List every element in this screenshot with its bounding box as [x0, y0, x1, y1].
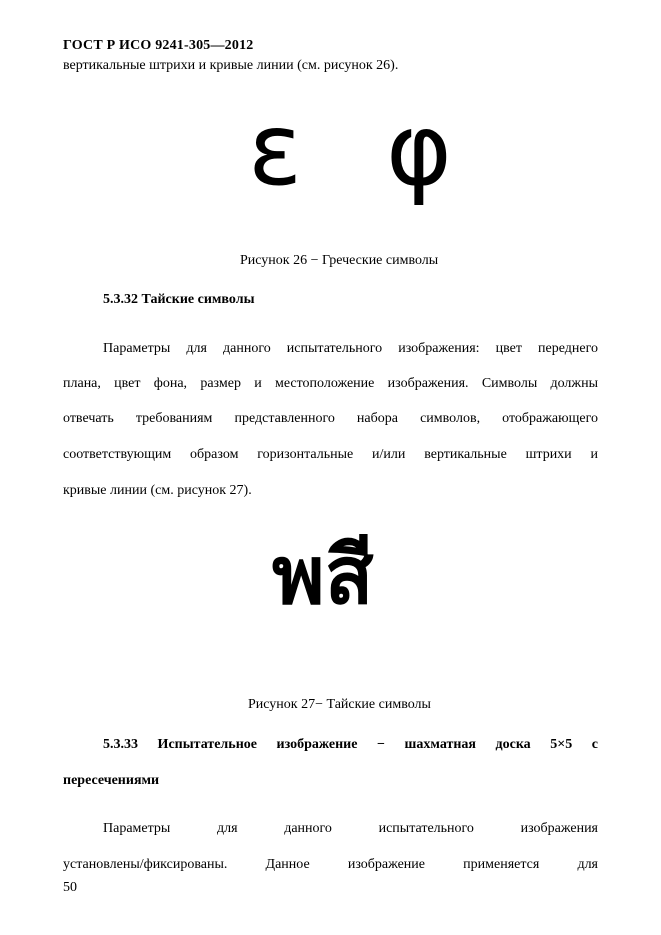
paragraph-line: Параметры для данного испытательного изображения: цвет переднего — [103, 341, 598, 356]
section-heading-5-3-33-cont: пересечениями — [63, 773, 160, 788]
page-number: 50 — [63, 880, 77, 895]
greek-phi-glyph: φ — [386, 91, 452, 208]
paragraph-line: Параметры для данного испытательного изображения — [103, 821, 598, 836]
text-line: вертикальные штрихи и кривые линии (см. рисунок 26). — [63, 58, 399, 73]
paragraph-line: кривые линии (см. рисунок 27). — [63, 483, 252, 498]
figure-26-caption: Рисунок 26 − Греческие символы — [240, 253, 439, 268]
thai-characters-glyph: พสี — [272, 529, 374, 622]
figure-27-caption: Рисунок 27− Тайские символы — [248, 697, 431, 712]
paragraph-line: установлены/фиксированы. Данное изображение применяется для — [63, 857, 598, 872]
paragraph-line: соответствующим образом горизонтальные и/или вертикальные штрихи и — [63, 447, 598, 462]
paragraph-line: плана, цвет фона, размер и местоположение изображения. Символы должны — [63, 376, 598, 391]
document-header: ГОСТ Р ИСО 9241-305—2012 — [63, 38, 254, 53]
paragraph-line: отвечать требованиям представленного набора символов, отображающего — [63, 411, 598, 426]
section-heading-5-3-33: 5.3.33 Испытательное изображение − шахматная доска 5×5 с — [103, 737, 598, 752]
section-heading-5-3-32: 5.3.32 Тайские символы — [103, 292, 255, 307]
greek-epsilon-glyph: ε — [248, 91, 303, 208]
